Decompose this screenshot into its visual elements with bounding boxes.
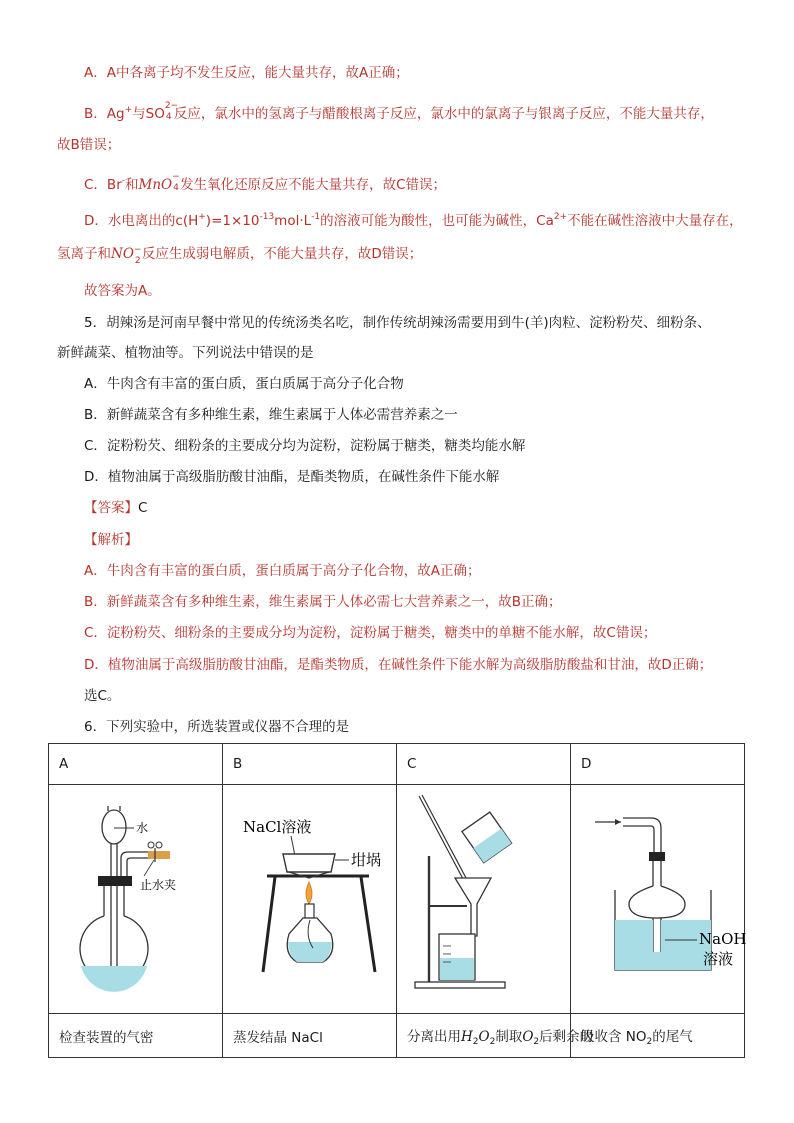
nacl-solution-label: NaCl溶液: [243, 818, 312, 836]
filtration-apparatus-diagram: [407, 786, 577, 1008]
naoh-label: NaOH: [699, 930, 747, 948]
airtightness-apparatus-diagram: [74, 786, 198, 1008]
q6-caption-b: 蒸发结晶 NaCl: [223, 1014, 397, 1058]
superscript: −: [133, 245, 142, 255]
o-symbol: O: [478, 1028, 490, 1045]
superscript: 2−: [164, 101, 179, 111]
q5-analysis-tag: 【解析】: [84, 532, 138, 548]
q6-figure-b: [223, 785, 397, 1014]
q5-explain-c: C．淀粉粉芡、细粉条的主要成分均为淀粉，淀粉属于糖类，糖类中的单糖不能水解，故C错误；: [84, 625, 657, 641]
subscript: 2: [646, 1036, 653, 1047]
rubber-tube: [148, 851, 170, 859]
h-symbol: H: [461, 1028, 473, 1045]
crucible: [283, 854, 335, 872]
stopper: [98, 876, 132, 886]
clamp-label: 止水夹: [139, 878, 176, 892]
text: mol·L: [274, 213, 312, 229]
subscript: 2: [489, 1036, 496, 1047]
flame: [306, 882, 312, 904]
text: 的尾气: [652, 1028, 693, 1045]
text: 制取: [495, 1028, 523, 1045]
q5-conclusion: 选C。: [84, 688, 121, 704]
q5-stem-cont: 新鲜蔬菜、植物油等。下列说法中错误的是: [57, 345, 314, 361]
text: 发生氧化还原反应不能大量共存，故C错误；: [180, 177, 447, 193]
subscript: 2: [472, 1036, 479, 1047]
q6-header-d: D: [571, 744, 745, 785]
text: 不能在碱性溶液中大量存在，: [567, 213, 743, 229]
superscript: -13: [259, 212, 275, 222]
evaporation-apparatus-diagram: [233, 786, 401, 1008]
text: 后剩余的: [539, 1028, 594, 1045]
pouring-beaker: [462, 812, 512, 863]
text: 氢离子和: [57, 246, 111, 262]
no2-index: [134, 244, 142, 264]
q6-header-b: B: [223, 744, 397, 785]
nacl-pointer: [291, 836, 295, 856]
o-symbol: O: [522, 1028, 534, 1045]
superscript: −: [172, 172, 180, 182]
inverted-funnel-bulb: [629, 886, 685, 918]
explain-answer: 故答案为A。: [84, 283, 161, 299]
q6-caption-c: [397, 1014, 594, 1058]
q6-header-a: A: [49, 744, 223, 785]
naoh-solution-fill: [615, 920, 711, 970]
clamp-pointer: [144, 860, 154, 876]
superscript: -: [121, 176, 125, 186]
subscript: 4: [165, 112, 172, 122]
mno4-formula: MnO: [138, 177, 173, 193]
no2-formula: NO: [111, 246, 134, 262]
water-label: 水: [135, 821, 148, 835]
explain-option-c: [84, 171, 446, 195]
clamp: [148, 842, 154, 848]
naoh-label: 溶液: [703, 950, 734, 968]
explain-option-b-cont: 故B错误；: [57, 137, 121, 153]
q6-figure-d: [571, 785, 745, 1014]
so4-index: [164, 100, 179, 122]
superscript: +: [198, 212, 206, 222]
q6-figure-row: [49, 785, 745, 1014]
q5-option-c: C．淀粉粉芡、细粉条的主要成分均为淀粉，淀粉属于糖类，糖类均能水解: [84, 438, 526, 454]
tripod-leg: [361, 877, 375, 972]
crucible-label: 坩埚: [351, 851, 382, 869]
text: 分离出用: [407, 1028, 461, 1045]
q5-explain-a: A．牛肉含有丰富的蛋白质，蛋白质属于高分子化合物，故A正确；: [84, 563, 481, 579]
subscript: 2: [533, 1036, 540, 1047]
q5-option-d: D．植物油属于高级脂肪酸甘油酯，是酯类物质，在碱性条件下能水解: [84, 469, 500, 485]
q6-caption-a: 检查装置的气密: [49, 1014, 223, 1058]
flask-liquid: [81, 966, 147, 992]
q6-header-row: [49, 744, 745, 785]
subscript: 4: [173, 183, 179, 193]
answer-value: C: [138, 500, 148, 516]
text: C．Br: [84, 177, 122, 193]
lamp-wick-holder: [305, 904, 314, 918]
q6-caption-row: [49, 1014, 745, 1058]
subscript: 2: [134, 256, 141, 266]
stopper: [649, 852, 665, 861]
q5-answer: [84, 498, 147, 518]
absorption-apparatus-diagram: [581, 786, 759, 1008]
text: )=1×10: [205, 213, 260, 229]
tripod-leg: [263, 877, 275, 972]
q5-explain-b: B．新鲜蔬菜含有多种维生素，维生素属于人体必需七大营养素之一，故B正确；: [84, 594, 562, 610]
mno4-index: [172, 171, 180, 191]
superscript: 2+: [553, 212, 568, 222]
q6-figure-c: [397, 785, 571, 1014]
q6-header-c: C: [397, 744, 571, 785]
explain-option-d-cont: [57, 244, 422, 264]
funnel-bulb: [102, 810, 126, 844]
lamp-fuel: [288, 942, 332, 962]
text: B．Ag: [84, 106, 125, 122]
q6-figure-a: [49, 785, 223, 1014]
text: 和: [125, 177, 139, 193]
explain-option-d: [84, 207, 743, 231]
q6-caption-d: [571, 1014, 745, 1058]
clamp: [156, 842, 162, 848]
q5-option-a: A．牛肉含有丰富的蛋白质，蛋白质属于高分子化合物: [84, 376, 404, 392]
arrow-head: [615, 819, 621, 825]
explain-option-b: [84, 100, 714, 124]
q6-stem: 6．下列实验中，所选装置或仪器不合理的是: [84, 719, 350, 735]
text: 吸收含 NO: [581, 1028, 647, 1045]
text: 与SO: [132, 106, 165, 122]
text: D．水电离出的c(H: [84, 213, 199, 229]
explain-option-a: A．A中各离子均不发生反应，能大量共存，故A正确；: [84, 65, 409, 81]
q5-stem: 5．胡辣汤是河南早餐中常见的传统汤类名吃，制作传统胡辣汤需要用到牛(羊)肉粒、淀粉粉芡、细粉条、: [84, 315, 711, 331]
q5-explain-d: D．植物油属于高级脂肪酸甘油酯，是酯类物质，在碱性条件下能水解为高级脂肪酸盐和甘油，故D正确；: [84, 657, 713, 673]
q6-table: [48, 743, 745, 1058]
text: 反应，氯水中的氢离子与醋酸根离子反应，氯水中的氯离子与银离子反应，不能大量共存，: [173, 106, 714, 122]
superscript: +: [124, 105, 133, 115]
q5-option-b: B．新鲜蔬菜含有多种维生素，维生素属于人体必需营养素之一: [84, 407, 458, 423]
stand-base: [415, 982, 505, 988]
text: 反应生成弱电解质，不能大量共存，故D错误；: [141, 246, 423, 262]
superscript: -1: [311, 212, 321, 222]
text: 的溶液可能为酸性，也可能为碱性，Ca: [320, 213, 554, 229]
answer-tag: 【答案】: [84, 500, 138, 516]
filtrate: [440, 958, 474, 980]
